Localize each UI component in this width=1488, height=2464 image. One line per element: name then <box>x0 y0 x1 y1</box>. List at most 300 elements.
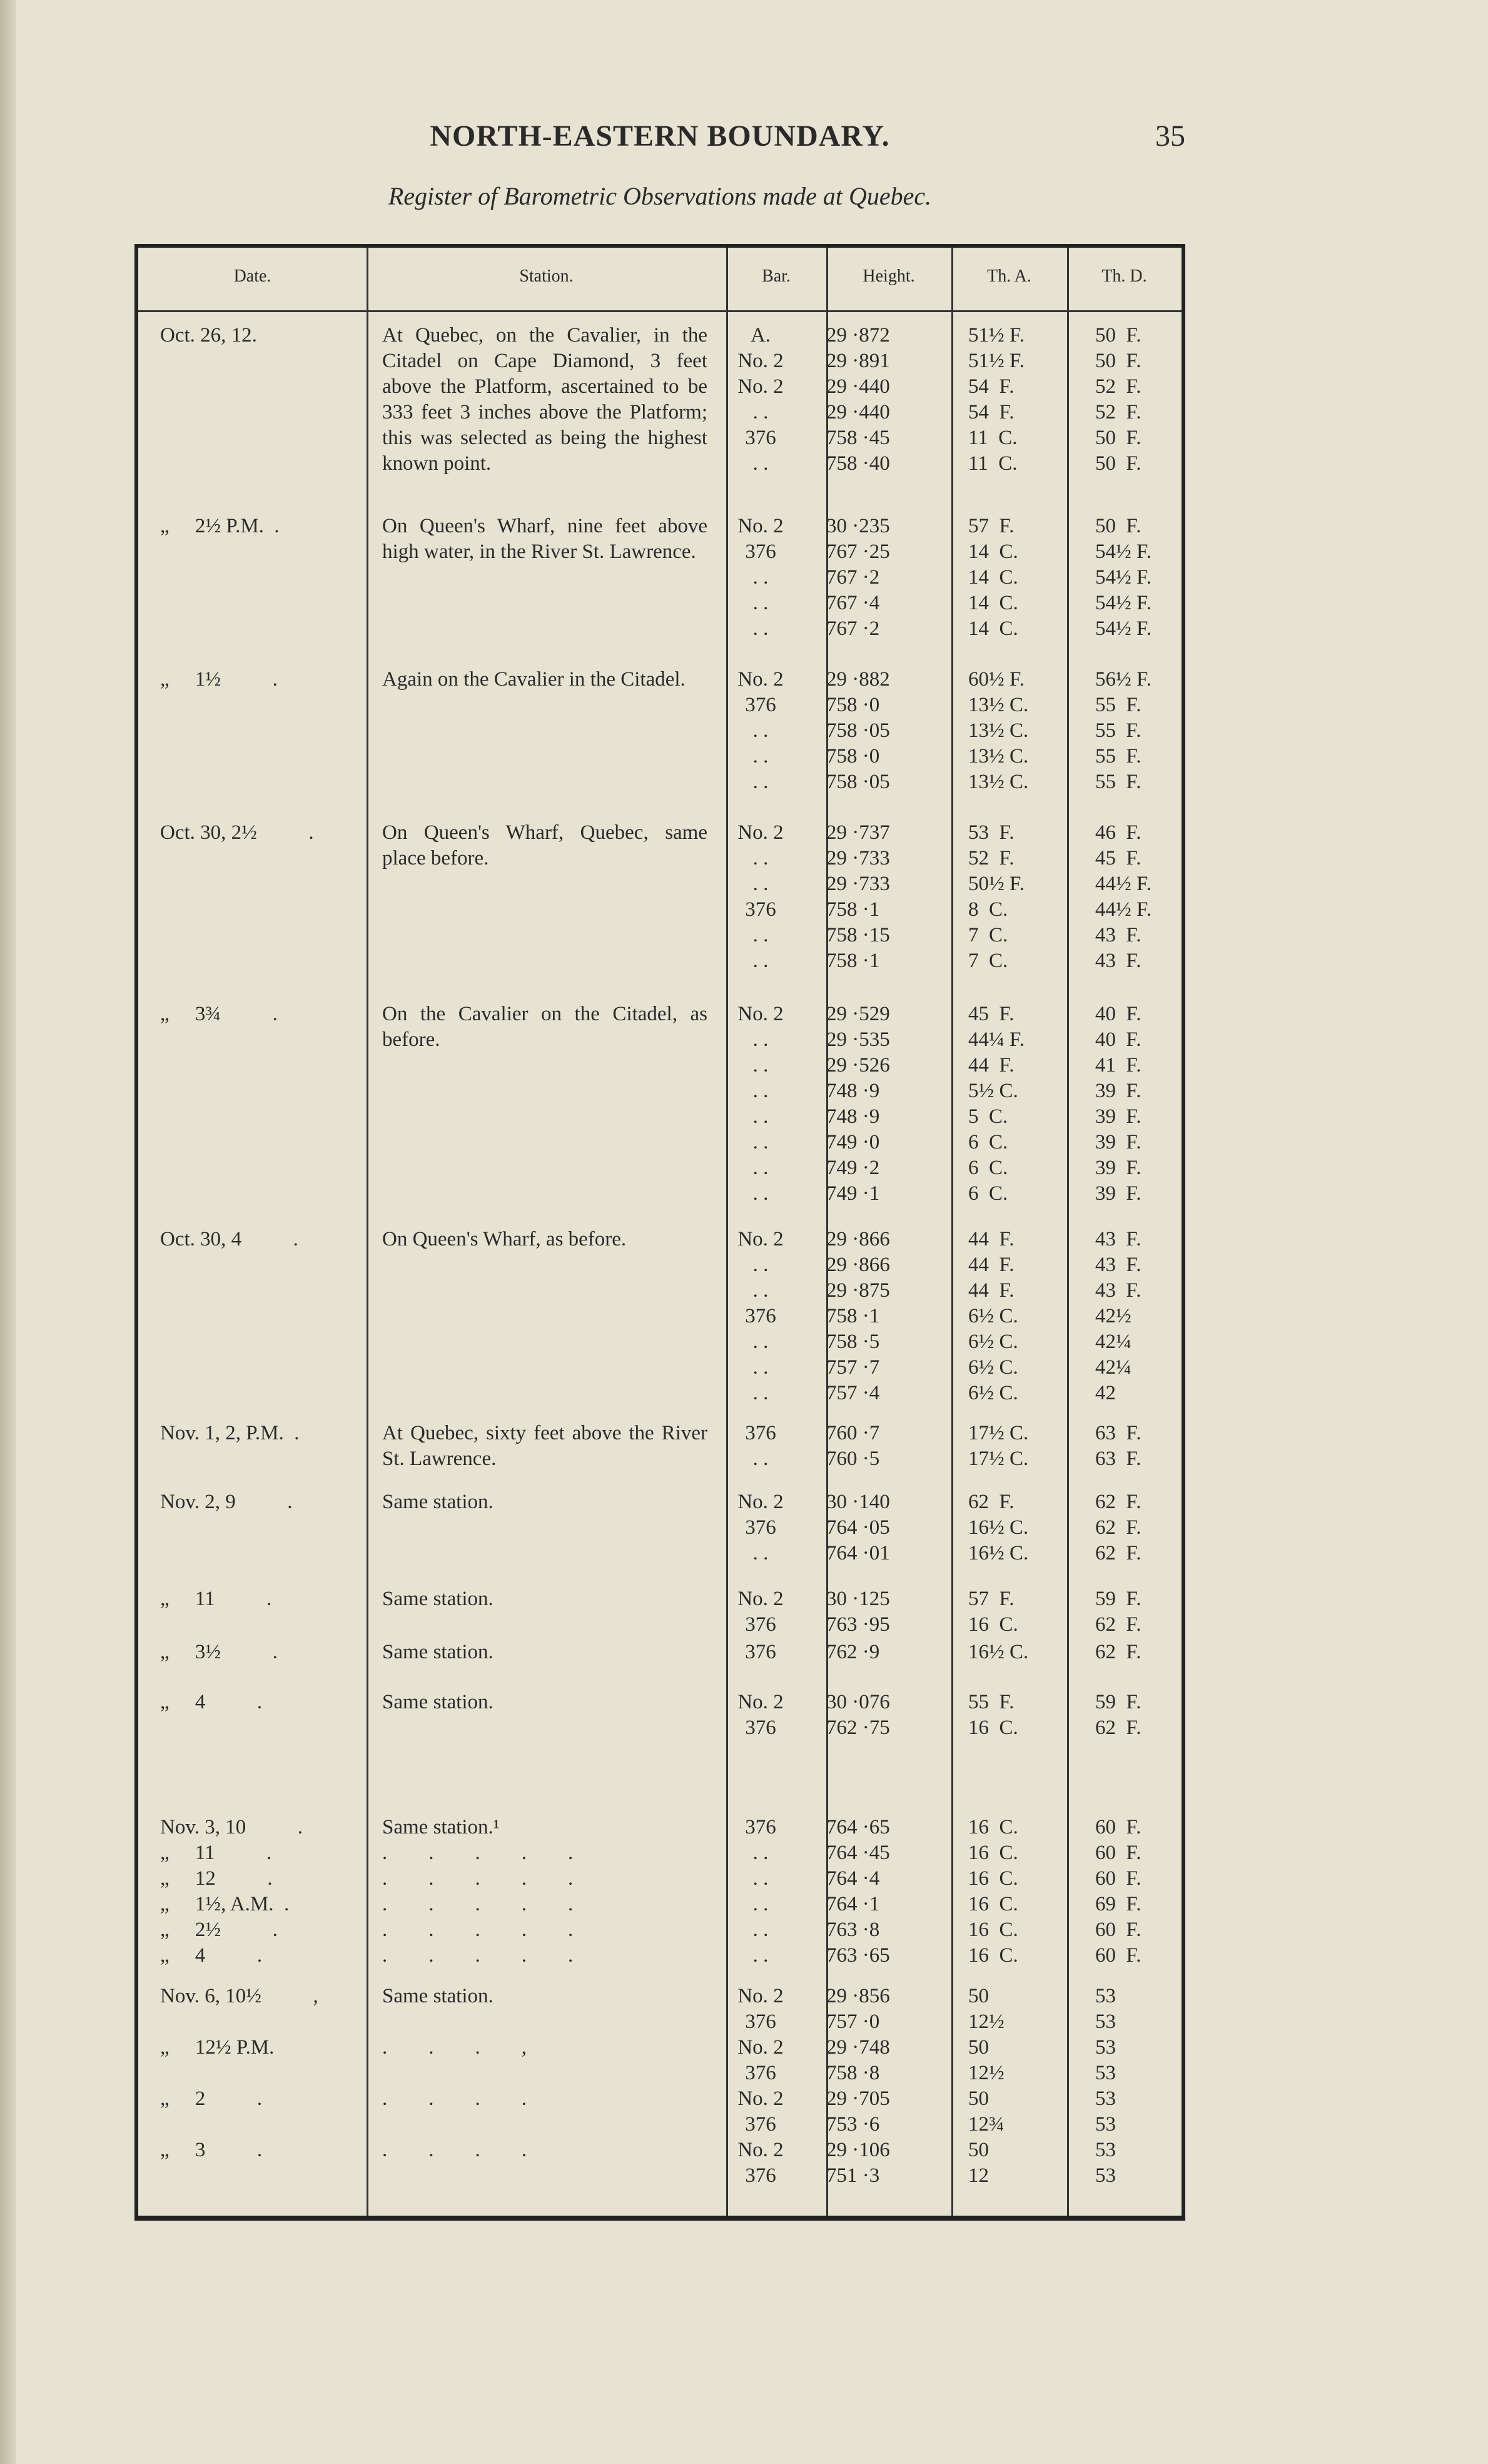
cell-line: 8 C. <box>968 898 1008 921</box>
cell-line: 50 F. <box>1095 350 1141 372</box>
cell-line: „ 4 . <box>160 1944 263 1967</box>
cell-line: 376 <box>745 540 776 563</box>
cell-line <box>160 2061 373 2086</box>
cell-line: 59 F. <box>1095 1588 1141 1610</box>
th-a-cell <box>968 1815 1056 1969</box>
cell-line: 376 <box>745 1305 776 1327</box>
cell-line: 12¾ <box>968 2113 1005 2136</box>
station-cell: Same station. <box>382 1641 493 1663</box>
page-number: 35 <box>1155 119 1185 153</box>
cell-line: 46 F. <box>1095 821 1141 844</box>
date-cell <box>160 1640 373 1665</box>
cell-line: 53 F. <box>968 821 1015 844</box>
cell-line: 760 ·5 <box>826 1447 880 1470</box>
cell-line: 29 ·891 <box>826 350 890 372</box>
column-header-height: Height. <box>863 266 915 286</box>
cell-line: 13½ C. <box>968 745 1029 768</box>
height-cell <box>826 1984 945 2189</box>
cell-line: „ 2½ P.M. . <box>160 515 280 537</box>
cell-line: . . <box>752 1842 769 1864</box>
cell-line: 758 ·1 <box>826 898 880 921</box>
height-cell <box>826 1489 945 1566</box>
cell-line: 767 ·2 <box>826 566 880 589</box>
cell-line: 5 C. <box>968 1105 1008 1128</box>
cell-line: 39 F. <box>1095 1182 1141 1205</box>
cell-line: No. 2 <box>737 2036 784 2059</box>
th-a-cell <box>968 514 1056 642</box>
cell-line: 12 <box>968 2164 989 2187</box>
cell-line: Oct. 30, 2½ . <box>160 821 314 844</box>
cell-line: Oct. 30, 4 . <box>160 1228 298 1250</box>
cell-line: . . <box>752 1254 769 1276</box>
th-d-cell <box>1095 514 1183 642</box>
column-header-date: Date. <box>233 266 271 286</box>
cell-line: 41 F. <box>1095 1054 1141 1077</box>
cell-line: 6 C. <box>968 1157 1008 1179</box>
date-cell <box>160 1984 373 2163</box>
cell-line: 30 ·076 <box>826 1691 890 1713</box>
cell-line: . . <box>752 452 769 475</box>
cell-line: 758 ·8 <box>826 2062 880 2084</box>
cell-line: 60 F. <box>1095 1944 1141 1967</box>
cell-line: 749 ·2 <box>826 1157 880 1179</box>
cell-line: . . <box>752 1157 769 1179</box>
cell-line: 44 F. <box>968 1054 1015 1077</box>
station-cell: On the Cavalier on the Citadel, as before. <box>382 1003 707 1051</box>
cell-line: 757 ·4 <box>826 1382 880 1404</box>
cell-line: 69 F. <box>1095 1893 1141 1915</box>
cell-line: 11 C. <box>968 427 1018 449</box>
cell-line: A. <box>750 324 771 347</box>
cell-line: 749 ·0 <box>826 1131 880 1153</box>
th-a-cell <box>968 323 1056 477</box>
cell-line: . . <box>752 745 769 768</box>
cell-line: No. 2 <box>737 375 784 398</box>
height-cell <box>826 1421 945 1472</box>
cell-line: 51½ F. <box>968 350 1025 372</box>
th-a-cell <box>968 1640 1056 1665</box>
cell-line: 767 ·4 <box>826 592 880 614</box>
cell-line: 14 C. <box>968 540 1018 563</box>
cell-line: 52 F. <box>968 847 1015 869</box>
cell-line: 758 ·05 <box>826 719 890 742</box>
cell-line: 376 <box>745 1422 776 1444</box>
cell-line: 749 ·1 <box>826 1182 880 1205</box>
cell-line: 29 ·440 <box>826 401 890 423</box>
cell-line: 762 ·75 <box>826 1716 890 1739</box>
cell-line <box>382 2061 707 2086</box>
th-d-cell <box>1095 1227 1183 1406</box>
cell-line: 62 F. <box>1095 1641 1141 1663</box>
column-header-th-d: Th. D. <box>1101 266 1147 286</box>
cell-line: Nov. 2, 9 . <box>160 1491 293 1513</box>
cell-line: . . <box>752 1447 769 1470</box>
cell-line: „ 1½ . <box>160 668 278 691</box>
cell-line: . . <box>752 1131 769 1153</box>
cell-line: 55 F. <box>1095 719 1141 742</box>
cell-line: . . <box>752 1105 769 1128</box>
cell-line: 16 C. <box>968 1893 1018 1915</box>
bar-cell <box>720 1690 801 1741</box>
cell-line: 16 C. <box>968 1716 1018 1739</box>
running-head <box>134 114 1185 158</box>
cell-line: . . . . <box>382 2087 527 2110</box>
date-cell <box>160 1421 373 1446</box>
cell-line: 50½ F. <box>968 873 1025 895</box>
cell-line: 13½ C. <box>968 719 1029 742</box>
cell-line: . . . . . <box>382 1944 574 1967</box>
th-d-cell <box>1095 1690 1183 1741</box>
th-a-cell <box>968 1586 1056 1638</box>
cell-line: 29 ·529 <box>826 1003 890 1025</box>
cell-line: No. 2 <box>737 515 784 537</box>
cell-line: 43 F. <box>1095 1254 1141 1276</box>
cell-line: Nov. 6, 10½ , <box>160 1985 318 2007</box>
height-cell <box>826 323 945 477</box>
cell-line: 53 <box>1095 2139 1116 2161</box>
date-cell <box>160 667 373 692</box>
cell-line: 12½ <box>968 2062 1005 2084</box>
cell-line: „ 11 . <box>160 1842 272 1864</box>
cell-line: 764 ·4 <box>826 1867 880 1890</box>
column-header-th-a: Th. A. <box>987 266 1031 286</box>
cell-line: 6½ C. <box>968 1356 1018 1379</box>
cell-line: 764 ·65 <box>826 1816 890 1838</box>
cell-line: 29 ·875 <box>826 1279 890 1302</box>
cell-line: . . <box>752 401 769 423</box>
cell-line: 29 ·535 <box>826 1028 890 1051</box>
date-cell <box>160 514 373 539</box>
cell-line: 758 ·40 <box>826 452 890 475</box>
cell-line: 376 <box>745 1641 776 1663</box>
cell-line: 29 ·882 <box>826 668 890 691</box>
bar-cell <box>720 1815 801 1969</box>
station-cell: At Quebec, sixty feet above the River St. Lawrence. <box>382 1422 707 1470</box>
cell-line: 50 <box>968 2139 989 2161</box>
cell-line: 59 F. <box>1095 1691 1141 1713</box>
cell-line: 757 ·0 <box>826 2010 880 2033</box>
cell-line: 29 ·866 <box>826 1228 890 1250</box>
cell-line: 30 ·125 <box>826 1588 890 1610</box>
cell-line: 29 ·748 <box>826 2036 890 2059</box>
cell-line: No. 2 <box>737 2087 784 2110</box>
cell-line: 40 F. <box>1095 1028 1141 1051</box>
height-cell <box>826 667 945 795</box>
cell-line: 53 <box>1095 2164 1116 2187</box>
cell-line: 764 ·01 <box>826 1542 890 1564</box>
cell-line: „ 3¾ . <box>160 1003 278 1025</box>
cell-line: 52 F. <box>1095 375 1141 398</box>
th-d-cell <box>1095 820 1183 974</box>
cell-line: 50 <box>968 2087 989 2110</box>
station-cell: Again on the Cavalier in the Citadel. <box>382 668 686 691</box>
page-gutter <box>0 0 16 2464</box>
station-cell: Same station. <box>382 1588 493 1610</box>
cell-line: 16 C. <box>968 1613 1018 1636</box>
cell-line: 29 ·856 <box>826 1985 890 2007</box>
cell-line: 62 F. <box>1095 1716 1141 1739</box>
cell-line: No. 2 <box>737 821 784 844</box>
cell-line: 44½ F. <box>1095 898 1151 921</box>
cell-line: . . <box>752 1944 769 1967</box>
station-cell: On Queen's Wharf, as before. <box>382 1228 627 1250</box>
cell-line: 50 F. <box>1095 452 1141 475</box>
cell-line: 13½ C. <box>968 771 1029 793</box>
cell-line: No. 2 <box>737 1985 784 2007</box>
cell-line: 53 <box>1095 2113 1116 2136</box>
cell-line: 45 F. <box>968 1003 1015 1025</box>
cell-line: 376 <box>745 1816 776 1838</box>
cell-line: 60½ F. <box>968 668 1025 691</box>
cell-line: „ 3½ . <box>160 1641 278 1663</box>
cell-line <box>160 2112 373 2137</box>
cell-line: 62 F. <box>1095 1516 1141 1539</box>
th-d-cell <box>1095 323 1183 477</box>
height-cell <box>826 1001 945 1207</box>
cell-line: 12½ <box>968 2010 1005 2033</box>
th-a-cell <box>968 667 1056 795</box>
cell-line: 29 ·733 <box>826 847 890 869</box>
cell-line: 55 F. <box>1095 694 1141 716</box>
cell-line: 55 F. <box>968 1691 1015 1713</box>
cell-line: 748 ·9 <box>826 1080 880 1102</box>
th-a-cell <box>968 1227 1056 1406</box>
cell-line: 16 C. <box>968 1816 1018 1838</box>
cell-line: 54½ F. <box>1095 617 1151 640</box>
cell-line: 53 <box>1095 2087 1116 2110</box>
cell-line: . . <box>752 1182 769 1205</box>
bar-cell <box>720 1227 801 1406</box>
cell-line: 7 C. <box>968 950 1008 972</box>
cell-line: 42½ <box>1095 1305 1131 1327</box>
cell-line: 14 C. <box>968 592 1018 614</box>
cell-line: 55 F. <box>1095 771 1141 793</box>
cell-line: 53 <box>1095 2062 1116 2084</box>
cell-line: 60 F. <box>1095 1919 1141 1941</box>
cell-line: 39 F. <box>1095 1105 1141 1128</box>
cell-line: . . <box>752 873 769 895</box>
th-a-cell <box>968 1489 1056 1566</box>
cell-line: „ 2½ . <box>160 1919 278 1941</box>
bar-cell <box>720 667 801 795</box>
cell-line: 43 F. <box>1095 1279 1141 1302</box>
cell-line: . . <box>752 1028 769 1051</box>
cell-line: 29 ·733 <box>826 873 890 895</box>
cell-line: 62 F. <box>1095 1491 1141 1513</box>
cell-line: 16 C. <box>968 1867 1018 1890</box>
cell-line: 53 <box>1095 2010 1116 2033</box>
cell-line: . . <box>752 924 769 946</box>
cell-line: 758 ·45 <box>826 427 890 449</box>
cell-line: 50 F. <box>1095 427 1141 449</box>
cell-line: 17½ C. <box>968 1422 1029 1444</box>
cell-line: 63 F. <box>1095 1447 1141 1470</box>
bar-cell <box>720 820 801 974</box>
cell-line: . . <box>752 1919 769 1941</box>
cell-line: 764 ·1 <box>826 1893 880 1915</box>
cell-line: 376 <box>745 2062 776 2084</box>
cell-line: 758 ·1 <box>826 1305 880 1327</box>
cell-line: 376 <box>745 2010 776 2033</box>
table-caption: Register of Barometric Observations made at Quebec. <box>388 182 932 210</box>
cell-line: 758 ·0 <box>826 694 880 716</box>
cell-line: „ 4 . <box>160 1691 263 1713</box>
cell-line <box>382 2112 707 2137</box>
cell-line: 62 F. <box>1095 1613 1141 1636</box>
cell-line: . . <box>752 771 769 793</box>
cell-line: 50 <box>968 1985 989 2007</box>
date-cell <box>160 1001 373 1027</box>
cell-line: No. 2 <box>737 1491 784 1513</box>
cell-line: Oct. 26, 12. <box>160 324 257 347</box>
header-rule <box>138 310 1182 312</box>
cell-line: 16½ C. <box>968 1542 1029 1564</box>
cell-line: No. 2 <box>737 1691 784 1713</box>
date-cell <box>160 1690 373 1715</box>
cell-line: . . <box>752 1542 769 1564</box>
station-cell <box>382 1815 707 1969</box>
cell-line: . . <box>752 566 769 589</box>
th-d-cell <box>1095 1586 1183 1638</box>
th-d-cell <box>1095 1421 1183 1472</box>
height-cell <box>826 1586 945 1638</box>
station-cell: Same station. <box>382 1691 493 1713</box>
th-d-cell <box>1095 667 1183 795</box>
station-cell: At Quebec, on the Cavalier, in the Citadel on Cape Diamond, 3 feet above the Platform, ascertained to be 333 feet 3 inches above the Platform; this was selected as being the highest known point. <box>382 324 707 475</box>
cell-line: „ 12 . <box>160 1867 273 1890</box>
cell-line: 6½ C. <box>968 1331 1018 1353</box>
cell-line: 39 F. <box>1095 1080 1141 1102</box>
cell-line: 758 ·0 <box>826 745 880 768</box>
column-header-station: Station. <box>519 266 574 286</box>
date-cell <box>160 1586 373 1612</box>
column-divider <box>951 248 953 2216</box>
cell-line: 39 F. <box>1095 1157 1141 1179</box>
cell-line: 763 ·8 <box>826 1919 880 1941</box>
th-a-cell <box>968 1001 1056 1207</box>
cell-line: 758 ·05 <box>826 771 890 793</box>
cell-line: „ 3 . <box>160 2139 263 2161</box>
cell-line: 748 ·9 <box>826 1105 880 1128</box>
cell-line: 760 ·7 <box>826 1422 880 1444</box>
cell-line: 50 F. <box>1095 515 1141 537</box>
station-cell: Same station. <box>382 1491 493 1513</box>
cell-line: 767 ·2 <box>826 617 880 640</box>
cell-line: 50 F. <box>1095 324 1141 347</box>
cell-line: 6 C. <box>968 1131 1008 1153</box>
cell-line: 43 F. <box>1095 1228 1141 1250</box>
cell-line: 44 F. <box>968 1254 1015 1276</box>
cell-line: 42¼ <box>1095 1331 1131 1353</box>
cell-line: . . . . <box>382 2139 527 2161</box>
cell-line <box>160 2009 373 2035</box>
cell-line: 29 ·440 <box>826 375 890 398</box>
th-d-cell <box>1095 1815 1183 1969</box>
cell-line: . . <box>752 1382 769 1404</box>
cell-line: 60 F. <box>1095 1842 1141 1864</box>
cell-line: 376 <box>745 1716 776 1739</box>
cell-line: 54 F. <box>968 401 1015 423</box>
date-cell <box>160 1489 373 1515</box>
cell-line: 16 C. <box>968 1919 1018 1941</box>
th-a-cell <box>968 1690 1056 1741</box>
cell-line: . . . , <box>382 2036 527 2059</box>
cell-line: 60 F. <box>1095 1867 1141 1890</box>
height-cell <box>826 1690 945 1741</box>
cell-line: 376 <box>745 694 776 716</box>
cell-line: „ 11 . <box>160 1588 272 1610</box>
cell-line: 763 ·95 <box>826 1613 890 1636</box>
cell-line: 50 <box>968 2036 989 2059</box>
cell-line: 30 ·235 <box>826 515 890 537</box>
cell-line: 30 ·140 <box>826 1491 890 1513</box>
cell-line: 6½ C. <box>968 1382 1018 1404</box>
th-a-cell <box>968 1984 1056 2189</box>
cell-line: „ 12½ P.M. <box>160 2036 275 2059</box>
cell-line: 376 <box>745 2113 776 2136</box>
cell-line: . . <box>752 719 769 742</box>
cell-line: . . . . . <box>382 1867 574 1890</box>
cell-line: 376 <box>745 1613 776 1636</box>
cell-line: 56½ F. <box>1095 668 1151 691</box>
cell-line: 54½ F. <box>1095 592 1151 614</box>
cell-line: No. 2 <box>737 1003 784 1025</box>
cell-line: . . <box>752 1331 769 1353</box>
bar-cell <box>720 1984 801 2189</box>
cell-line: 52 F. <box>1095 401 1141 423</box>
date-cell <box>160 1815 373 1969</box>
cell-line: 767 ·25 <box>826 540 890 563</box>
cell-line: . . <box>752 847 769 869</box>
cell-line: 764 ·05 <box>826 1516 890 1539</box>
cell-line: 7 C. <box>968 924 1008 946</box>
cell-line: 758 ·1 <box>826 950 880 972</box>
height-cell <box>826 1640 945 1665</box>
cell-line: 63 F. <box>1095 1422 1141 1444</box>
cell-line: 44 F. <box>968 1279 1015 1302</box>
cell-line: 55 F. <box>1095 745 1141 768</box>
cell-line: 14 C. <box>968 617 1018 640</box>
cell-line: 11 C. <box>968 452 1018 475</box>
bar-cell <box>720 1586 801 1638</box>
cell-line: 5½ C. <box>968 1080 1018 1102</box>
column-header-bar: Bar. <box>762 266 791 286</box>
cell-line: „ 1½, A.M. . <box>160 1893 290 1915</box>
cell-line: No. 2 <box>737 2139 784 2161</box>
cell-line: 39 F. <box>1095 1131 1141 1153</box>
cell-line: 42 <box>1095 1382 1116 1404</box>
cell-line: 16½ C. <box>968 1641 1029 1663</box>
cell-line: Same station.¹ <box>382 1816 500 1838</box>
cell-line: 53 <box>1095 1985 1116 2007</box>
cell-line: . . . . . <box>382 1842 574 1864</box>
cell-line: 51½ F. <box>968 324 1025 347</box>
cell-line: 764 ·45 <box>826 1842 890 1864</box>
station-cell: On Queen's Wharf, nine feet above high water, in the River St. Lawrence. <box>382 515 707 563</box>
cell-line: 16 C. <box>968 1842 1018 1864</box>
observations-table <box>134 244 1185 2221</box>
height-cell <box>826 1815 945 1969</box>
cell-line: No. 2 <box>737 668 784 691</box>
cell-line: 6½ C. <box>968 1305 1018 1327</box>
cell-line: 54½ F. <box>1095 540 1151 563</box>
cell-line: 62 F. <box>1095 1542 1141 1564</box>
bar-cell <box>720 1640 801 1665</box>
height-cell <box>826 1227 945 1406</box>
cell-line: 29 ·866 <box>826 1254 890 1276</box>
cell-line: . . <box>752 1356 769 1379</box>
cell-line: 29 ·106 <box>826 2139 890 2161</box>
